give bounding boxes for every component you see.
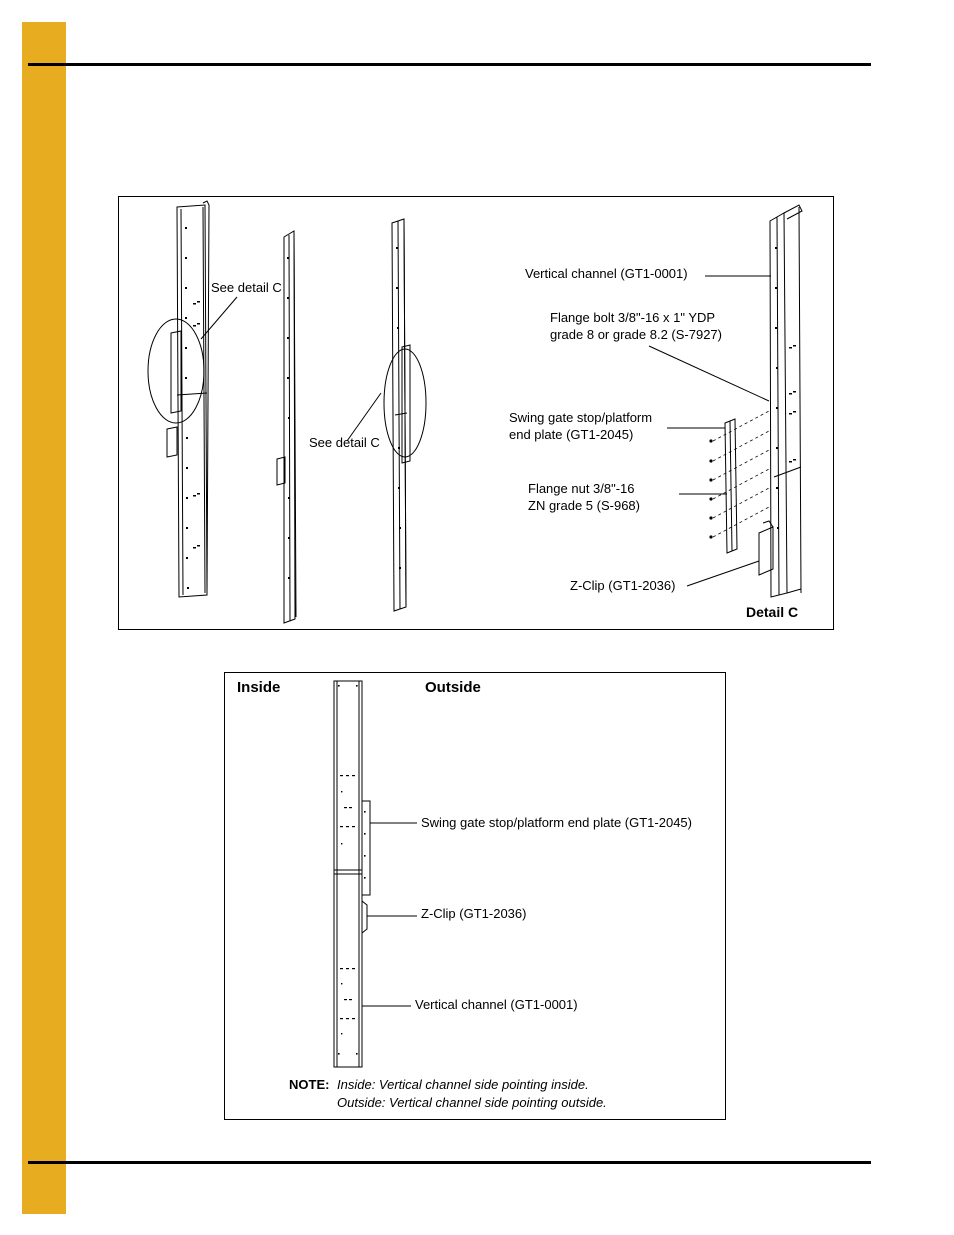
note-label: NOTE: [289, 1077, 330, 1092]
flange-nut-label-line2: ZN grade 5 (S-968) [528, 498, 640, 513]
orientation-drawing [225, 673, 725, 1119]
footer-rule [28, 1161, 871, 1164]
note-line-2: Outside: Vertical channel side pointing outside. [337, 1095, 607, 1110]
channel-orientation-figure [224, 672, 726, 1120]
vertical-channel-assembly-figure [118, 196, 834, 630]
note-line-1: Inside: Vertical channel side pointing inside. [337, 1077, 589, 1092]
see-detail-label-1: See detail C [211, 280, 282, 295]
flange-nut-label-line1: Flange nut 3/8"-16 [528, 481, 635, 496]
swing-gate-label-line1: Swing gate stop/platform [509, 410, 653, 425]
flange-bolt-label-line2: grade 8 or grade 8.2 (S-7927) [550, 327, 722, 342]
z-clip-label: Z-Clip (GT1-2036) [570, 578, 676, 593]
detail-c-title: Detail C [746, 604, 799, 620]
vertical-channel-label: Vertical channel (GT1-0001) [525, 266, 688, 281]
z-clip-label-2: Z-Clip (GT1-2036) [421, 906, 527, 921]
outside-heading: Outside [425, 679, 481, 696]
swing-gate-label: Swing gate stop/platform end plate (GT1-2045) [421, 815, 692, 830]
header-rule [28, 63, 871, 66]
side-tab-bar [22, 22, 66, 1214]
vertical-channel-label-2: Vertical channel (GT1-0001) [415, 997, 578, 1012]
assembly-drawing [119, 197, 833, 629]
flange-bolt-label-line1: Flange bolt 3/8"-16 x 1" YDP [550, 310, 716, 325]
see-detail-label-2: See detail C [309, 435, 380, 450]
swing-gate-label-line2: end plate (GT1-2045) [509, 427, 634, 442]
inside-heading: Inside [237, 679, 281, 696]
